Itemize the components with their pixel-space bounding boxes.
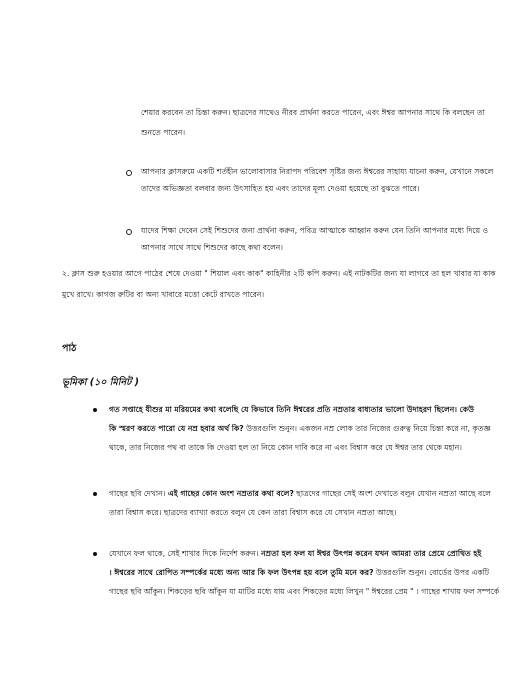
- bullet-2-run: গাছের ছবি দেখান।: [109, 489, 166, 498]
- bullet-1-run: থাকে, তার নিজের পথ বা তাকে কি দেওয়া হল তা নিয়ে কোন দাবি করে না এবং বিশ্বাস করে যে ঈশ্বর তার থেকে মহান।: [109, 443, 462, 452]
- bullet-1-run: উত্তরগুলি শুনুন। একজন নম্র লোক তার নিজের গুরুত্ব নিয়ে চিন্তা করে না, কৃতজ্ঞ: [243, 424, 491, 433]
- prep-item-line-2: মুখে রাখে। কাগজ রুটির বা অন্য খাবারে মত্তো কেটে রাখতে পারেন।: [62, 290, 265, 299]
- bullet-2-run: ছাত্রদের গাছের সেই অংশ দেখাতে বলুন যেখান নম্রতা আছে বলে: [293, 489, 491, 498]
- bullet-1-line-3: [109, 442, 462, 453]
- sub-point-1-line-2: তাদের অভিজ্ঞতা বলবার জন্য উৎসাহিত হয় এবং তাদের মূল্য দেওয়া হয়েছে তা বুঝতে পারে।: [141, 184, 420, 193]
- intro-continuation-line-2: শুনতে পারেন।: [141, 128, 186, 137]
- sub-point-2-line-1: যাদের শিক্ষা দেবেন সেই শিশুদের জন্য প্রার্থনা করুন, পবিত্র আত্মাকে আহ্বান করুন যেন তিনি আপনার মধ্যে দিয়ে ও: [141, 226, 489, 235]
- bullet-2-line-2: [109, 507, 396, 518]
- bullet-3-line-1: [109, 548, 481, 559]
- bullet-3-run: যেখানে ফল থাকে, সেই শাখার দিকে নির্দেশ করুন।: [109, 549, 259, 558]
- bullet-icon: [93, 552, 97, 556]
- intro-heading: ভূমিকা (১০ মিনিট ): [62, 377, 139, 388]
- bullet-1-run: গত সপ্তাহে যীশুর মা মরিয়মের কথা বলেছি যে কিভাবে তিনি ঈশ্বরের প্রতি নম্রতার বাধ্যতার ভালো উদাহরণ ছিলেন।: [109, 405, 458, 414]
- sub-point-2-line-2: আপনার সাথে সাথে শিশুদের কাছে কথা বলেন।: [141, 243, 283, 252]
- intro-continuation-line-1: শেয়ার করবেন তা চিন্তা করুন। ছাত্রদের সাথেও নীরব প্রার্থনা করতে পারেন, এবং ঈশ্বর আপনার সাথে কি বলছেন তা: [141, 108, 485, 117]
- bullet-icon: [93, 492, 97, 496]
- bullet-2-run: তারা বিশ্বাস করে। ছাত্রদের ব্যাখ্যা করতে বলুন যে কেন তারা বিশ্বাস করে যে সেখান নম্রতা আছে।: [109, 508, 397, 517]
- bullet-3-run: নম্রতা হল ফল যা ঈশ্বর উৎপন্ন করেন যখন আমরা তার প্রেমে প্রোথিত হই: [258, 549, 482, 558]
- bullet-1-question: কি স্মরণ করতে পারো যে নম্র হবার অর্থ কি?: [109, 424, 244, 433]
- bullet-3-run: উত্তরগুলি শুনুন। বোর্ডের উপর একটি: [373, 568, 489, 577]
- bullet-3-line-3: [109, 586, 499, 597]
- bullet-3-run: গাছের ছবি আঁকুন। শিকড়ের ছবি আঁকুন যা মাটির মধ্যে যায় এবং শিকড়ের মধ্যে লিখুন " ঈশ্বরের প্রেম " । গাছের শাখায় ফল সম্পর্কে: [109, 587, 500, 596]
- bullet-3-line-2: [109, 567, 489, 578]
- bullet-3-question: । ঈশ্বরের সাথে রোপিত সম্পর্কের মধ্যে অন্য আর কি ফল উৎপন্ন হয় বলে তুমি মনে কর?: [109, 568, 374, 577]
- bullet-1-line-1: [109, 404, 474, 415]
- hollow-bullet-icon: [126, 170, 132, 176]
- sub-point-1-line-1: আপনার ক্লাসরুমে একটি শর্তহীন ভালোবাসার নিরাপদ পরিবেশ সৃষ্টির জন্য ঈশ্বরের সাহায্য যাচনা করুন, যেখানে সকলে: [141, 167, 494, 176]
- hollow-bullet-icon: [126, 229, 132, 235]
- bullet-1-run: কেউ: [457, 405, 474, 414]
- bullet-1-line-2: [109, 423, 491, 434]
- bullet-2-question: এই গাছের কোন অংশ নম্রতার কথা বলে?: [165, 489, 294, 498]
- lesson-heading: পাঠ: [62, 343, 77, 354]
- bullet-icon: [93, 408, 97, 412]
- prep-item-line-1: ২. ক্লাস শুরু হওয়ার আগে পাঠের শেষে দেওয়া " শিয়াল এবং কাক" কাহিনীর ২টি কপি করুন। এই নাটকটির জন্য যা লাগবে তা হল খাবার যা কাক: [62, 269, 496, 278]
- bullet-2-line-1: [109, 488, 491, 499]
